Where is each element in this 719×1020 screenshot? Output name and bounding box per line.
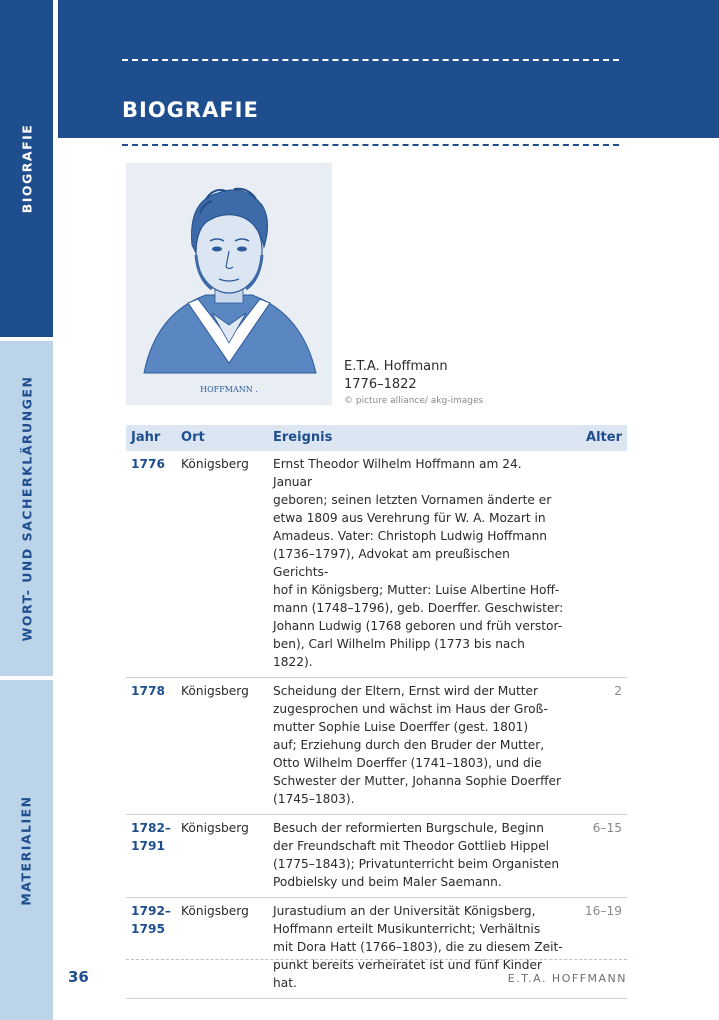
row-age: 16–19 [569, 898, 627, 999]
row-event: Jurastudium an der Universität Königsberg, Hoffmann erteilt Musikunterricht; Verhältnis mit Dora Hatt (1766–1803), die zu diesem Zeit- punkt bereits verheiratet ist und fünf Kinder hat. [268, 898, 569, 999]
header-year: Jahr [126, 425, 176, 451]
row-year: 1782– 1791 [126, 815, 176, 898]
row-place: Königsberg [176, 898, 268, 999]
table-row [126, 451, 627, 678]
portrait-plate-label: HOFFMANN . [200, 385, 258, 394]
row-year: 1778 [126, 678, 176, 815]
header-place: Ort [176, 425, 268, 451]
row-place: Königsberg [176, 451, 268, 678]
footer-divider [126, 959, 627, 960]
header-divider-bottom [122, 144, 619, 146]
row-place: Königsberg [176, 815, 268, 898]
page-number: 36 [68, 968, 89, 986]
caption-name: E.T.A. Hoffmann [344, 359, 448, 374]
row-age: 6–15 [569, 815, 627, 898]
side-tab-wort-und-sacherklaerungen[interactable] [0, 341, 53, 676]
side-tab-label: BIOGRAFIE [19, 123, 34, 214]
row-event: Besuch der reformierten Burgschule, Beginn der Freundschaft mit Theodor Gottlieb Hippel (1775–1843); Privatunterricht beim Organisten Podbielsky und beim Maler Saemann. [268, 815, 569, 898]
table-row [126, 815, 627, 898]
row-event: Ernst Theodor Wilhelm Hoffmann am 24. Januar geboren; seinen letzten Vornamen änderte er etwa 1809 aus Verehrung für W. A. Mozart in Amadeus. Vater: Christoph Ludwig Hoffmann (1736–1797), Advokat am preußischen Gerichts- hof in Königsberg; Mutter: Luise Albertine Hoff- mann (1748–1796), geb. Doerffer. Geschwister: Johann Ludwig (1768 geboren und früh verstor- ben), Carl Wilhelm Philipp (1773 bis nach 1822). [268, 451, 569, 678]
portrait-engraving [126, 163, 332, 405]
running-head: E.T.A. HOFFMANN [507, 972, 627, 985]
row-place: Königsberg [176, 678, 268, 815]
side-tab-label: MATERIALIEN [19, 794, 34, 906]
side-tab-label: WORT- UND SACHERKLÄRUNGEN [19, 375, 35, 642]
side-tab-biografie[interactable] [0, 0, 53, 337]
row-year: 1776 [126, 451, 176, 678]
header-divider-top [122, 59, 619, 61]
header-age: Alter [569, 425, 627, 451]
portrait-image [126, 163, 332, 405]
row-year: 1792– 1795 [126, 898, 176, 999]
header-event: Ereignis [268, 425, 569, 451]
caption-years: 1776–1822 [344, 377, 417, 392]
page-title: BIOGRAFIE [122, 98, 259, 122]
side-tab-materialien[interactable] [0, 680, 53, 1020]
biography-table [126, 425, 627, 999]
row-age [569, 451, 627, 678]
row-event: Scheidung der Eltern, Ernst wird der Mutter zugesprochen und wächst im Haus der Groß- mutter Sophie Luise Doerffer (gest. 1801) auf; Erziehung durch den Bruder der Mutter, Otto Wilhelm Doerffer (1741–1803), und die Schwester der Mutter, Johanna Sophie Doerffer (1745–1803). [268, 678, 569, 815]
image-credit: © picture alliance/ akg-images [344, 396, 484, 406]
table-header-row [126, 425, 627, 451]
table-row [126, 678, 627, 815]
row-age: 2 [569, 678, 627, 815]
